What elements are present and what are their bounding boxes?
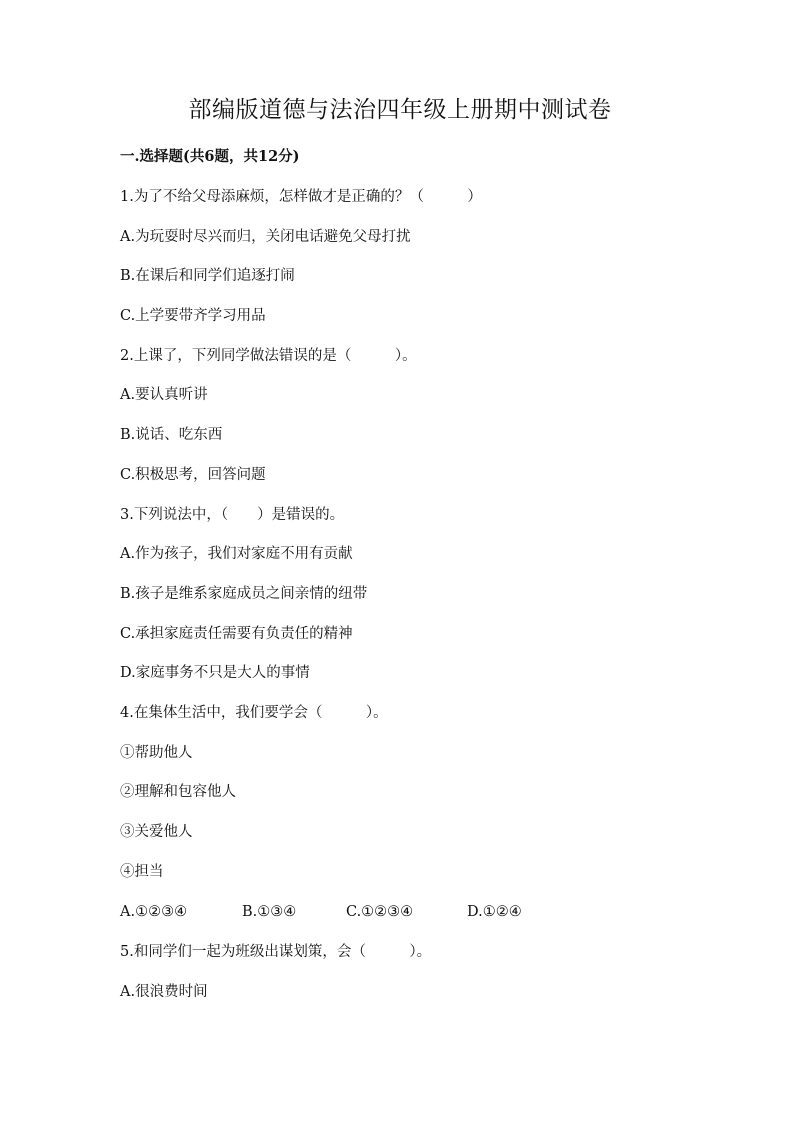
question-3-option-d: D.家庭事务不只是大人的事情	[120, 665, 310, 681]
question-4-choice-a: A.①②③④	[120, 904, 188, 920]
question-4-choice-c: C.①②③④	[346, 904, 414, 920]
question-5-stem: 5.和同学们一起为班级出谋划策，会（ ）。	[120, 944, 432, 960]
question-1-option-c: C.上学要带齐学习用品	[120, 308, 266, 324]
question-1-stem: 1.为了不给父母添麻烦，怎样做才是正确的？（ ）	[120, 189, 482, 205]
question-3-option-c: C.承担家庭责任需要有负责任的精神	[120, 626, 353, 642]
question-2-option-a: A.要认真听讲	[120, 387, 208, 403]
question-4-choice-d: D.①②④	[467, 904, 522, 920]
question-3-stem: 3.下列说法中，（ ）是错误的。	[120, 507, 345, 523]
question-1-option-a: A.为玩耍时尽兴而归，关闭电话避免父母打扰	[120, 229, 411, 245]
question-2-stem: 2.上课了，下列同学做法错误的是（ ）。	[120, 348, 417, 364]
question-4-item-4: ④担当	[120, 864, 164, 880]
question-3-option-a: A.作为孩子，我们对家庭不用有贡献	[120, 546, 353, 562]
question-2-option-c: C.积极思考，回答问题	[120, 467, 266, 483]
question-2-option-b: B.说话、吃东西	[120, 427, 223, 443]
question-4-item-3: ③关爱他人	[120, 824, 193, 840]
section-heading: 一.选择题(共6题，共12分)	[120, 148, 300, 165]
question-5-option-a: A.很浪费时间	[120, 984, 208, 1000]
question-1-option-b: B.在课后和同学们追逐打闹	[120, 268, 295, 284]
question-4-item-1: ①帮助他人	[120, 745, 193, 761]
question-4-choice-b: B.①③④	[242, 904, 297, 920]
page-title: 部编版道德与法治四年级上册期中测试卷	[188, 97, 612, 123]
question-4-item-2: ②理解和包容他人	[120, 784, 236, 800]
question-4-stem: 4.在集体生活中，我们要学会（ ）。	[120, 705, 388, 721]
question-3-option-b: B.孩子是维系家庭成员之间亲情的纽带	[120, 586, 368, 602]
